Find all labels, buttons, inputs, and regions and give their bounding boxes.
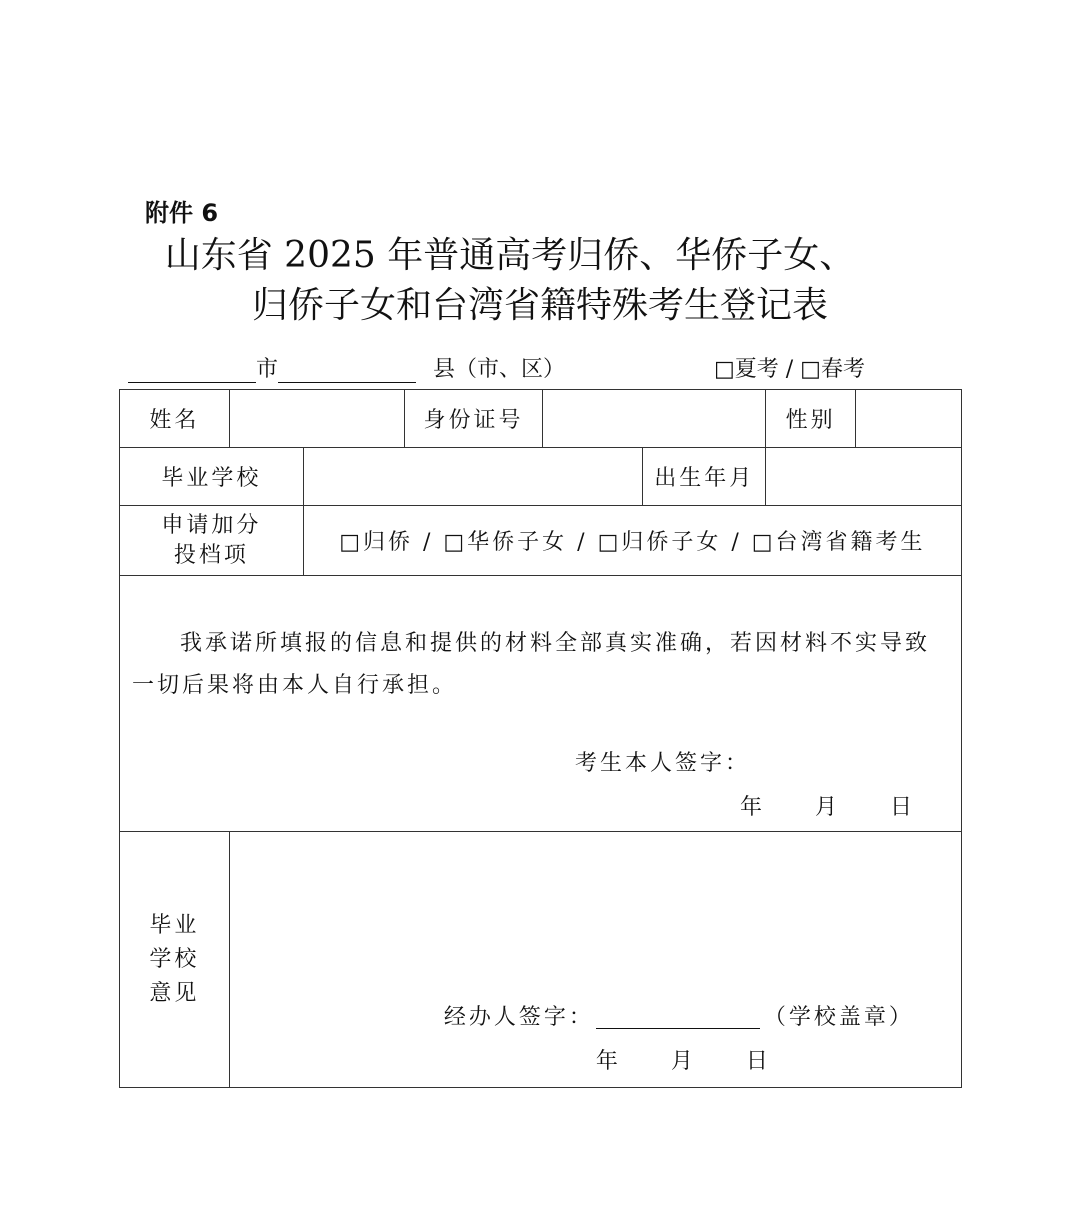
school-opinion-field[interactable]	[229, 832, 961, 1088]
attachment-label: 附件 6	[145, 199, 219, 227]
school-opinion-line3: 意见	[149, 980, 200, 1006]
county-blank[interactable]	[278, 356, 416, 383]
birth-field[interactable]	[766, 448, 962, 506]
student-signature-label: 考生本人签字：	[575, 751, 751, 776]
name-label: 姓名	[120, 390, 230, 448]
promise-section	[120, 576, 962, 832]
id-number-label: 身份证号	[404, 390, 543, 448]
school-opinion-line2: 学校	[149, 946, 200, 972]
handler-signature-blank[interactable]	[596, 1002, 760, 1029]
handler-signature-label: 经办人签字：	[443, 1005, 594, 1030]
school-opinion-date: 年 月 日	[595, 1049, 771, 1074]
city-label: 市	[256, 357, 279, 382]
form-title-line2: 归侨子女和台湾省籍特殊考生登记表	[251, 285, 828, 326]
county-label: 县（市、区）	[433, 357, 566, 382]
bonus-label-line1: 申请加分	[161, 512, 262, 538]
school-label: 毕业学校	[120, 448, 304, 506]
promise-text-line2: 一切后果将由本人自行承担。	[132, 673, 458, 698]
student-signature-date: 年 月 日	[740, 795, 916, 820]
id-number-field[interactable]	[543, 390, 766, 448]
exam-type-options[interactable]: □夏考 / □春考	[714, 357, 865, 382]
gender-field[interactable]	[856, 390, 962, 448]
school-field[interactable]	[303, 448, 643, 506]
bonus-label	[120, 506, 304, 576]
bonus-options[interactable]: □归侨 / □华侨子女 / □归侨子女 / □台湾省籍考生	[303, 506, 961, 576]
school-seal-label: （学校盖章）	[763, 1005, 914, 1030]
form-title-line1: 山东省 2025 年普通高考归侨、华侨子女、	[164, 235, 856, 276]
promise-text-line1: 我承诺所填报的信息和提供的材料全部真实准确，若因材料不实导致	[180, 631, 931, 656]
location-header	[128, 352, 908, 388]
city-blank[interactable]	[128, 356, 256, 383]
gender-label: 性别	[766, 390, 856, 448]
school-opinion-line1: 毕业	[149, 912, 200, 938]
bonus-label-line2: 投档项	[173, 542, 249, 568]
registration-table	[119, 389, 962, 1088]
name-field[interactable]	[229, 390, 404, 448]
school-opinion-label	[120, 832, 230, 1088]
birth-label: 出生年月	[643, 448, 766, 506]
